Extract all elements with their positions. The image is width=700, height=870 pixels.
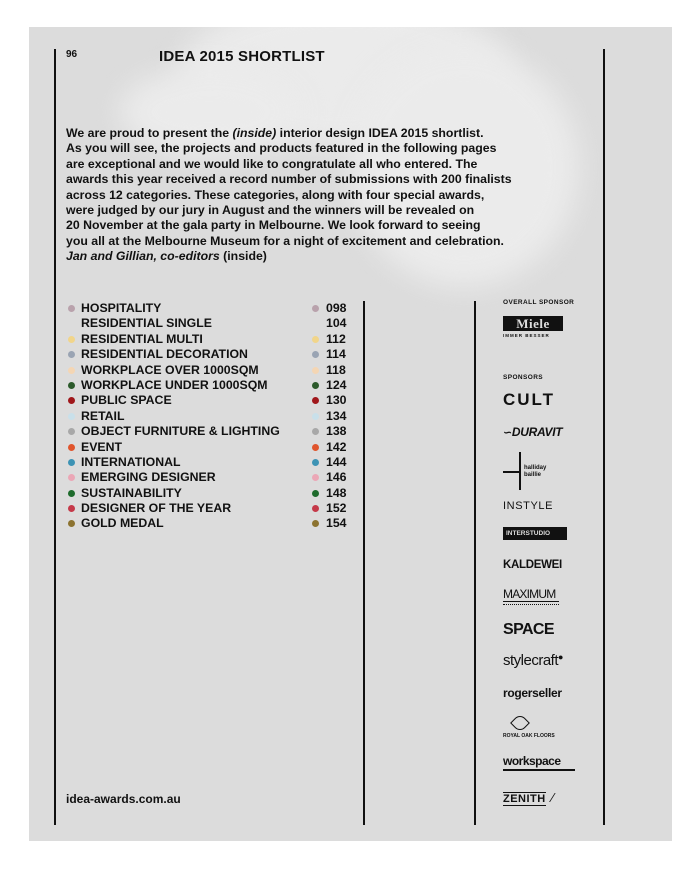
workspace-logo <box>503 755 575 771</box>
zenith-slash-icon: ∕ <box>551 790 554 805</box>
category-page-number: 134 <box>326 408 347 423</box>
signature <box>66 249 586 264</box>
category-color-dot <box>312 459 319 466</box>
category-color-dot <box>312 367 319 374</box>
category-page-number: 124 <box>326 377 347 392</box>
footer-url[interactable]: idea-awards.com.au <box>66 792 181 806</box>
category-color-dot <box>312 397 319 404</box>
miele-tagline: IMMER BESSER <box>503 333 550 338</box>
category-color-dot <box>312 444 319 451</box>
category-color-dot <box>68 336 75 343</box>
halliday-baillie-logo <box>503 452 545 490</box>
category-color-dot <box>68 382 75 389</box>
workspace-underline <box>503 769 575 771</box>
category-page-number: 154 <box>326 516 347 531</box>
category-color-dot <box>68 490 75 497</box>
intro-line: are exceptional and we would like to congratulate all who entered. The <box>66 156 478 171</box>
category-row <box>66 424 386 439</box>
inside-brand: (inside) <box>232 126 277 140</box>
category-color-dot <box>68 305 75 312</box>
category-label: EMERGING DESIGNER <box>81 470 216 485</box>
interstudio-logo: INTERSTUDIO <box>503 527 567 540</box>
category-page-number: 144 <box>326 454 347 469</box>
left-rule <box>54 49 56 825</box>
category-label: RESIDENTIAL DECORATION <box>81 347 248 362</box>
category-label: RESIDENTIAL MULTI <box>81 331 203 346</box>
category-label: RESIDENTIAL SINGLE <box>81 316 212 331</box>
category-color-dot <box>68 367 75 374</box>
category-color-dot <box>312 382 319 389</box>
category-label: SUSTAINABILITY <box>81 485 182 500</box>
page-number: 96 <box>66 49 78 60</box>
category-color-dot <box>312 505 319 512</box>
category-color-dot <box>312 305 319 312</box>
intro-line: you all at the Melbourne Museum for a night of excitement and celebration. <box>66 233 504 248</box>
category-label: RETAIL <box>81 408 125 423</box>
category-color-dot <box>312 336 319 343</box>
intro-line: We are proud to present the (inside) interior design IDEA 2015 shortlist. <box>66 126 484 140</box>
maximum-tagline-rule <box>503 604 559 607</box>
royal-oak-wordmark: ROYAL OAK FLOORS <box>503 733 555 739</box>
duravit-wordmark: DURAVIT <box>511 425 563 439</box>
category-color-dot <box>68 520 75 527</box>
category-label: WORKPLACE UNDER 1000SQM <box>81 377 268 392</box>
category-color-dot <box>68 459 75 466</box>
category-color-dot <box>312 428 319 435</box>
signature-publication: (inside) <box>223 249 267 264</box>
category-color-dot <box>312 320 319 327</box>
intro-line: 20 November at the gala party in Melbourne. We look forward to seeing <box>66 218 481 233</box>
intro-line: across 12 categories. These categories, along with four special awards, <box>66 187 485 202</box>
category-page-number: 138 <box>326 424 347 439</box>
intro-line: As you will see, the projects and products featured in the following pages <box>66 141 497 156</box>
category-color-dot <box>68 351 75 358</box>
category-row <box>66 393 386 408</box>
logo-horizontal-bar <box>503 471 521 473</box>
category-row <box>66 378 386 393</box>
category-color-dot <box>68 444 75 451</box>
royal-oak-floors-logo <box>503 716 563 739</box>
category-label: WORKPLACE OVER 1000SQM <box>81 362 259 377</box>
duravit-wave-icon: ∽ <box>503 427 512 439</box>
category-color-dot <box>312 351 319 358</box>
category-page-number: 104 <box>326 316 347 331</box>
category-color-dot <box>312 474 319 481</box>
sponsors-heading: SPONSORS <box>503 374 544 381</box>
page-title: IDEA 2015 SHORTLIST <box>159 48 325 65</box>
category-color-dot <box>68 397 75 404</box>
zenith-wordmark: ZENITH <box>503 793 546 805</box>
workspace-wordmark: workspace <box>503 754 561 768</box>
category-color-dot <box>312 490 319 497</box>
category-color-dot <box>68 428 75 435</box>
maximum-logo <box>503 588 559 607</box>
category-row <box>66 501 386 516</box>
duravit-logo <box>503 425 562 439</box>
category-page-number: 098 <box>326 301 347 315</box>
category-row <box>66 363 386 378</box>
category-page-number: 114 <box>326 347 346 362</box>
category-page-number: 142 <box>326 439 347 454</box>
right-rule <box>603 49 605 825</box>
category-label: EVENT <box>81 439 122 454</box>
category-color-dot <box>312 520 319 527</box>
rogerseller-logo: rogerseller <box>503 686 562 700</box>
category-row <box>66 440 386 455</box>
intro-line: awards this year received a record number of submissions with 200 finalists <box>66 172 512 187</box>
category-row <box>66 486 386 501</box>
overall-sponsor-heading: OVERALL SPONSOR <box>503 299 575 306</box>
category-row <box>66 470 386 485</box>
category-color-dot <box>68 320 75 327</box>
kaldewei-logo: KALDEWEI <box>503 559 562 571</box>
signature-names: Jan and Gillian, co-editors <box>66 249 220 264</box>
oak-leaf-icon <box>510 713 530 733</box>
category-page-number: 118 <box>326 362 346 377</box>
maximum-wordmark: MAXIMUM <box>503 588 559 602</box>
category-row <box>66 316 386 331</box>
category-label: GOLD MEDAL <box>81 516 164 531</box>
category-page-number: 148 <box>326 485 347 500</box>
category-color-dot <box>312 413 319 420</box>
category-label: OBJECT FURNITURE & LIGHTING <box>81 424 280 439</box>
miele-logo <box>503 316 563 338</box>
space-logo: SPACE <box>503 621 554 638</box>
category-label: PUBLIC SPACE <box>81 393 172 408</box>
category-color-dot <box>68 474 75 481</box>
category-row <box>66 455 386 470</box>
category-row <box>66 409 386 424</box>
category-label: INTERNATIONAL <box>81 454 181 469</box>
category-page-number: 152 <box>326 501 347 516</box>
intro-paragraph <box>66 126 586 265</box>
category-row <box>66 347 386 362</box>
stylecraft-logo <box>503 652 563 669</box>
category-list <box>66 301 386 532</box>
category-row <box>66 516 386 531</box>
miele-wordmark: Miele <box>503 316 563 331</box>
instyle-logo: INSTYLE <box>503 500 554 512</box>
zenith-logo <box>503 789 554 807</box>
stylecraft-dot-icon: ● <box>558 652 563 662</box>
category-label: HOSPITALITY <box>81 301 162 315</box>
stylecraft-wordmark: stylecraft <box>503 652 559 669</box>
magazine-page <box>29 27 672 841</box>
halliday-baillie-wordmark: halliday baillie <box>524 465 547 478</box>
category-page-number: 146 <box>326 470 347 485</box>
column-rule-right <box>474 301 476 825</box>
category-row <box>66 301 386 316</box>
category-color-dot <box>68 505 75 512</box>
category-label: DESIGNER OF THE YEAR <box>81 501 232 516</box>
category-page-number: 130 <box>326 393 347 408</box>
intro-line: were judged by our jury in August and the winners will be revealed on <box>66 203 475 218</box>
category-row <box>66 332 386 347</box>
cult-logo: CULT <box>503 390 556 409</box>
category-color-dot <box>68 413 75 420</box>
category-page-number: 112 <box>326 331 346 346</box>
